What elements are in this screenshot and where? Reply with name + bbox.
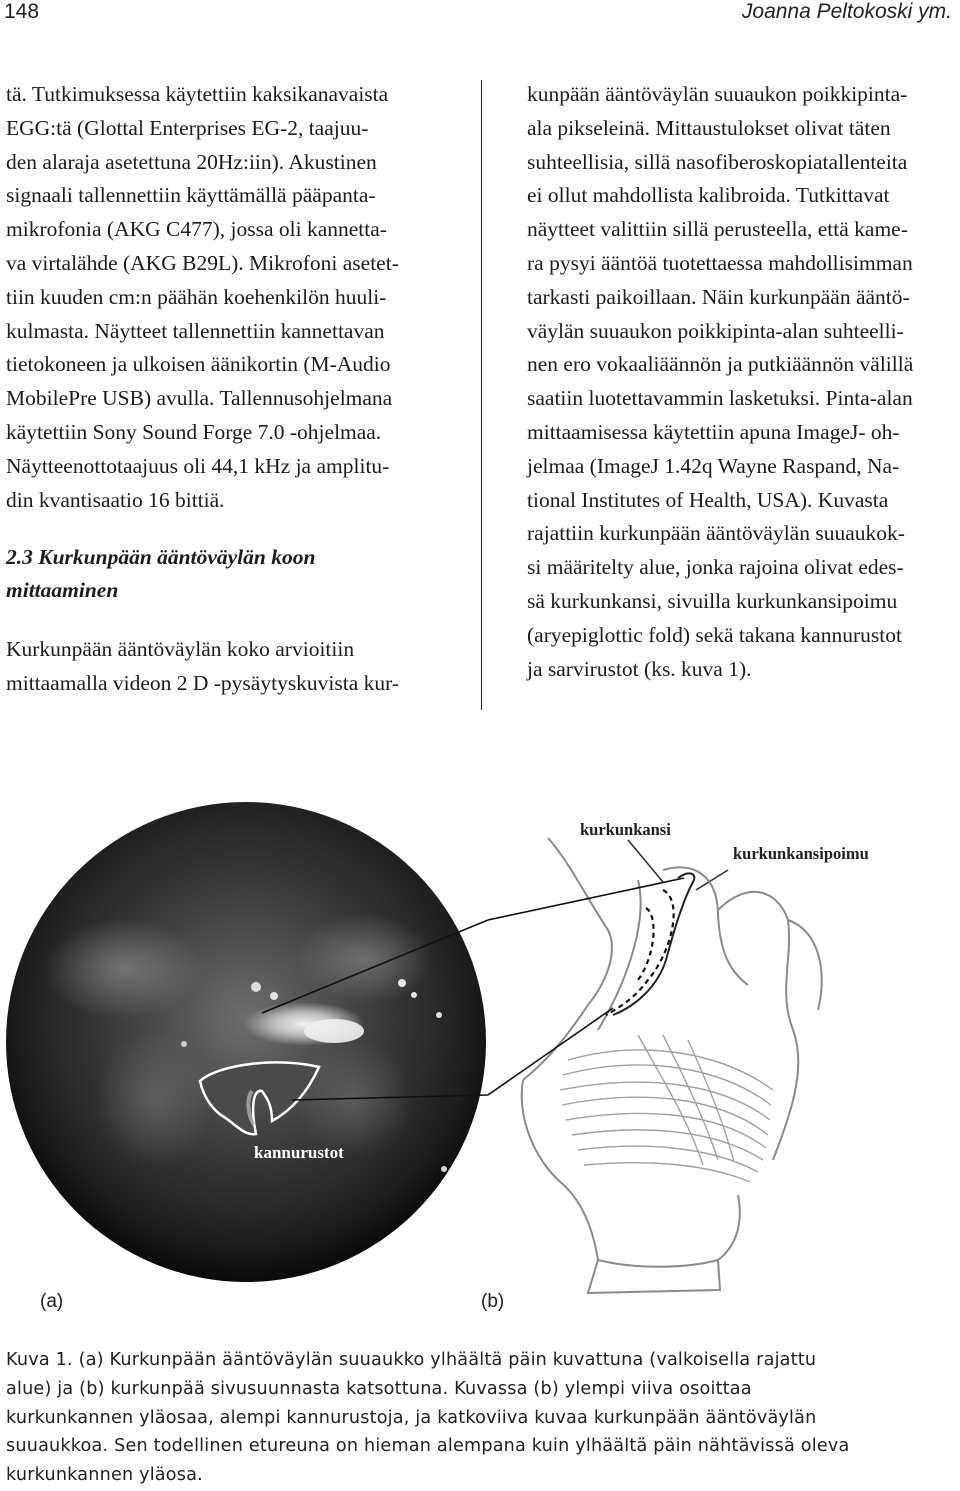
- text-line: nen ero vokaaliäännön ja putkiäännön välillä: [527, 352, 914, 377]
- text-line: ra pysyi ääntöä tuotettaessa mahdollisimman: [527, 250, 913, 275]
- text-line: din kvantisaatio 16 bittiä.: [6, 487, 225, 512]
- text-line: ala pikseleinä. Mittaustulokset olivat täten: [527, 115, 891, 140]
- paragraph-methods: [6, 78, 438, 517]
- paragraph-measurement: [6, 633, 438, 701]
- text-line: väylän suuaukon poikkipinta-alan suhteelli-: [527, 318, 904, 343]
- figure-1: [0, 790, 960, 1330]
- larynx-drawing: [488, 790, 960, 1295]
- text-line: suhteellisia, sillä nasofiberoskopiatallenteita: [527, 149, 908, 174]
- scope-view: [6, 802, 486, 1282]
- text-line: den alaraja asetettuna 20Hz:iin). Akustinen: [6, 149, 377, 174]
- caption-line: suuaukkoa. Sen todellinen etureuna on hieman alempana kuin ylhäältä päin nähtävissä oleva: [6, 1436, 850, 1457]
- text-line: kulmasta. Näytteet tallennettiin kannettavan: [6, 318, 385, 343]
- text-line: saatiin luotettavammin lasketuksi. Pinta-alan: [527, 386, 913, 411]
- text-line: tional Institutes of Health, USA). Kuvasta: [527, 487, 889, 512]
- text-line: Näytteenottotaajuus oli 44,1 kHz ja amplitu-: [6, 453, 390, 478]
- text-line: mittaamisessa käytettiin apuna ImageJ- oh-: [527, 419, 900, 444]
- text-line: jelmaa (ImageJ 1.42q Wayne Raspand, Na-: [527, 453, 900, 478]
- text-line: näytteet valittiin sillä perusteella, että kame-: [527, 217, 908, 242]
- endoscopy-image: [4, 799, 488, 1285]
- text-line: tarkasti paikoillaan. Näin kurkunpään ääntö-: [527, 284, 910, 309]
- text-line: kunpään ääntöväylän suuaukon poikkipinta-: [527, 82, 908, 106]
- subfigure-label-a: (a): [40, 1291, 64, 1312]
- text-line: mittaamalla videon 2 D -pysäytyskuvista kur-: [6, 671, 400, 696]
- label-kurkunkansi: kurkunkansi: [580, 820, 671, 839]
- caption-line: Kuva 1. (a) Kurkunpään ääntöväylän suuaukko ylhäältä päin kuvattuna (valkoisella rajattu: [6, 1350, 817, 1370]
- page-header: [0, 0, 960, 34]
- section-heading: [6, 541, 438, 607]
- running-head: Joanna Peltokoski ym.: [741, 0, 952, 23]
- left-column: [6, 78, 438, 701]
- text-line: mikrofonia (AKG C477), jossa oli kannetta-: [6, 217, 387, 242]
- column-divider: [481, 80, 482, 710]
- text-line: tietokoneen ja ulkoisen äänikortin (M-Audio: [6, 352, 391, 377]
- label-kurkunkansipoimu: kurkunkansipoimu: [733, 844, 869, 863]
- text-line: Kurkunpään ääntöväylän koko arvioitiin: [6, 637, 355, 662]
- text-line: tiin kuuden cm:n päähän koehenkilön huuli-: [6, 284, 387, 309]
- text-line: ja sarvirustot (ks. kuva 1).: [527, 656, 752, 681]
- page-number: 148: [4, 0, 40, 23]
- text-line: käytettiin Sony Sound Forge 7.0 -ohjelmaa.: [6, 419, 382, 444]
- right-column: [527, 78, 957, 686]
- heading-line: 2.3 Kurkunpään ääntöväylän koon: [6, 545, 316, 570]
- text-line: MobilePre USB) avulla. Tallennusohjelmana: [6, 386, 393, 411]
- text-line: (aryepiglottic fold) sekä takana kannurustot: [527, 622, 902, 647]
- text-line: rajattiin kurkunpään ääntöväylän suuaukok-: [527, 521, 905, 546]
- subfigure-label-b: (b): [481, 1291, 505, 1312]
- text-line: va virtalähde (AKG B29L). Mikrofoni asetet-: [6, 250, 399, 275]
- caption-line: kurkunkannen yläosaa, alempi kannurustoja, ja katkoviiva kuvaa kurkunpään ääntöväylän: [6, 1407, 817, 1428]
- text-line: tä. Tutkimuksessa käytettiin kaksikanavaista: [6, 82, 389, 106]
- text-line: signaali tallennettiin käyttämällä pääpanta-: [6, 183, 376, 208]
- figure-caption: [6, 1346, 954, 1490]
- text-line: ei ollut mahdollista kalibroida. Tutkittavat: [527, 183, 890, 208]
- text-line: si määritelty alue, jonka rajoina olivat edes-: [527, 555, 904, 580]
- heading-line: mittaaminen: [6, 578, 119, 603]
- text-line: EGG:tä (Glottal Enterprises EG-2, taajuu-: [6, 115, 369, 140]
- text-line: sä kurkunkansi, sivuilla kurkunkansipoimu: [527, 588, 898, 613]
- label-kannurustot: kannurustot: [254, 1143, 344, 1162]
- caption-line: alue) ja (b) kurkunpää sivusuunnasta katsottuna. Kuvassa (b) ylempi viiva osoittaa: [6, 1378, 752, 1399]
- caption-line: kurkunkannen yläosa.: [6, 1465, 203, 1486]
